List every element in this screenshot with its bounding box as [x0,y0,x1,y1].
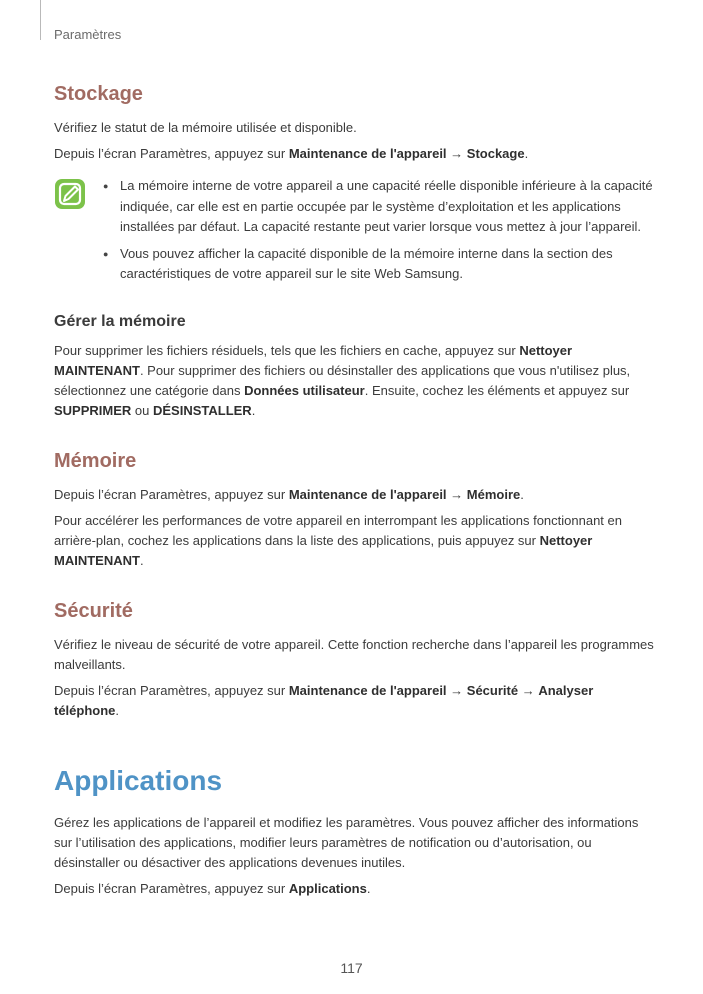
paragraph: Depuis l’écran Paramètres, appuyez sur Maintenance de l'appareil → Stockage. [54,146,529,161]
section-memoire [54,447,654,571]
chapter-title-applications: Applications [54,764,223,796]
paragraph: Depuis l’écran Paramètres, appuyez sur Applications. [54,880,371,896]
bullet-icon: ● [103,181,109,191]
section-stockage [54,80,654,285]
section-title-memoire: Mémoire [54,449,137,472]
section-title-stockage: Stockage [54,83,143,105]
note-box [54,176,654,285]
bullet-icon: ● [103,248,109,259]
paragraph: Depuis l’écran Paramètres, appuyez sur Maintenance de l'appareil → Sécurité → Analyser téléphone. [54,682,594,718]
note-pencil-icon [54,178,86,210]
note-item: ● La mémoire interne de votre appareil a une capacité réelle disponible inférieure à la capacité indiquée, car elle est en partie occupée par le système d’exploitation et les applications installées par défaut. La capacité restante peut varier lorsque vous mettez à jour l’appareil. [103,178,653,234]
section-title-securite: Sécurité [54,599,133,622]
note-list [54,176,654,285]
paragraph: Pour accélérer les performances de votre appareil en interrompant les applications fonctionnant en arrière-plan, cochez les applications dans la liste des applications, puis appuyez sur Nettoyer MAINTENANT. [54,512,622,568]
paragraph: Vérifiez le niveau de sécurité de votre appareil. Cette fonction recherche dans l’appareil les programmes malveillants. [54,636,654,672]
page-number: 117 [340,960,363,976]
note-item: ● Vous pouvez afficher la capacité disponible de la mémoire interne dans la section des caractéristiques de votre appareil sur le site Web Samsung. [103,245,613,281]
section-securite [54,597,654,721]
running-header: Paramètres [54,27,122,42]
section-applications [54,763,654,899]
section-gerer-memoire [54,311,654,421]
paragraph: Vérifiez le statut de la mémoire utilisée et disponible. [54,120,357,135]
subsection-title-gerer: Gérer la mémoire [54,312,186,330]
page-content [54,80,654,925]
paragraph: Depuis l’écran Paramètres, appuyez sur Maintenance de l'appareil → Mémoire. [54,486,524,502]
paragraph: Gérez les applications de l’appareil et modifiez les paramètres. Vous pouvez afficher des informations sur l’utilisation des applications, modifier leurs paramètres de notification ou d’autorisation, ou désinstaller ou désactiver des applications devenues inutiles. [54,814,639,870]
paragraph: Pour supprimer les fichiers résiduels, tels que les fichiers en cache, appuyez sur Nettoyer MAINTENANT. Pour supprimer des fichiers ou désinstaller des applications que vous n'utilisez plus, sélectionnez une catégorie dans Données utilisateur. Ensuite, cochez les éléments et appuyez sur SUPPRIMER ou DÉSINSTALLER. [54,342,631,418]
header-rule [40,0,41,40]
